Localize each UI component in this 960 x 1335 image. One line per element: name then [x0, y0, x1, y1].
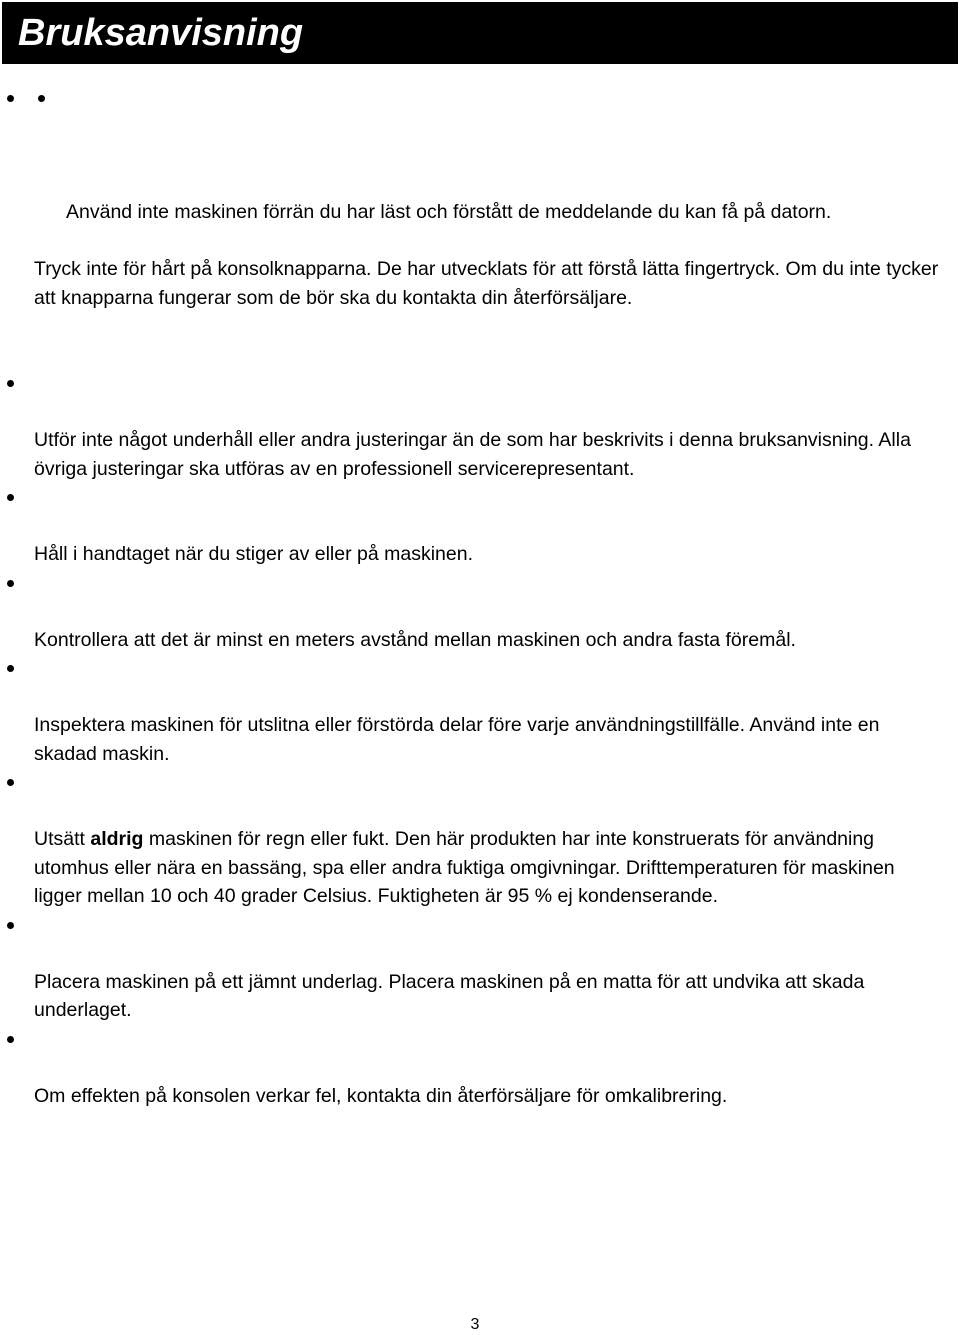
list-item: [0, 483, 960, 569]
bullet-icon: [7, 665, 14, 672]
page-title: Bruksanvisning: [18, 12, 304, 54]
list-item: [0, 654, 960, 768]
list-item: [0, 911, 960, 1025]
list-item: [0, 768, 960, 911]
bullet-icon: [7, 779, 14, 786]
emphasis-text: aldrig: [90, 828, 144, 850]
list-item: [0, 369, 960, 483]
title-bar: [2, 2, 958, 64]
safety-instructions-list: [0, 84, 960, 1110]
list-item-text: Utför inte något underhåll eller andra justeringar än de som har beskrivits i denna bruksanvisning. Alla övriga justeringar ska utföras av en professionell servicerepresentant.: [34, 429, 911, 480]
list-item-text: Håll i handtaget när du stiger av eller på maskinen.: [34, 543, 473, 565]
list-item-text: Använd inte maskinen förrän du har läst och förstått de meddelande du kan få på datorn. Tryck inte för hårt på konsolknapparna. De har utvecklats för att förstå lätta fingertryck. Om du inte tycker att knapparna fungerar som de bör ska du kontakta din återförsäljare.: [34, 201, 939, 309]
bullet-icon: [7, 95, 14, 102]
bullet-icon: [7, 1036, 14, 1043]
list-item-text: Kontrollera att det är minst en meters avstånd mellan maskinen och andra fasta föremål.: [34, 628, 796, 651]
bullet-icon: [7, 922, 14, 929]
list-item: [0, 1025, 960, 1111]
list-item-text: Placera maskinen på ett jämnt underlag. Placera maskinen på en matta för att undvika att skada underlaget.: [34, 970, 865, 1021]
bullet-icon: [7, 580, 14, 587]
page-number: 3: [470, 1316, 480, 1333]
list-item-text-part: maskinen för regn eller fukt. Den här produkten har inte konstruerats för användning utomhus eller nära en bassäng, spa eller andra fuktiga omgivningar. Drifttemperaturen för maskinen ligger mellan 10 och 40 grader Celsius. Fuktigheten är 95 % ej kondenserande.: [34, 828, 895, 907]
list-item-text-part: Utsätt: [34, 828, 91, 850]
list-item-text: [34, 828, 895, 907]
list-item: [0, 569, 960, 655]
list-item-text: Inspektera maskinen för utslitna eller förstörda delar före varje användningstillfälle. Använd inte en skadad maskin.: [34, 714, 880, 765]
bullet-icon: [7, 494, 14, 501]
bullet-icon: [7, 380, 14, 387]
list-item-text: Om effekten på konsolen verkar fel, kontakta din återförsäljare för omkalibrering.: [34, 1084, 728, 1107]
bullet-icon: [38, 95, 45, 102]
list-item: [0, 84, 960, 369]
